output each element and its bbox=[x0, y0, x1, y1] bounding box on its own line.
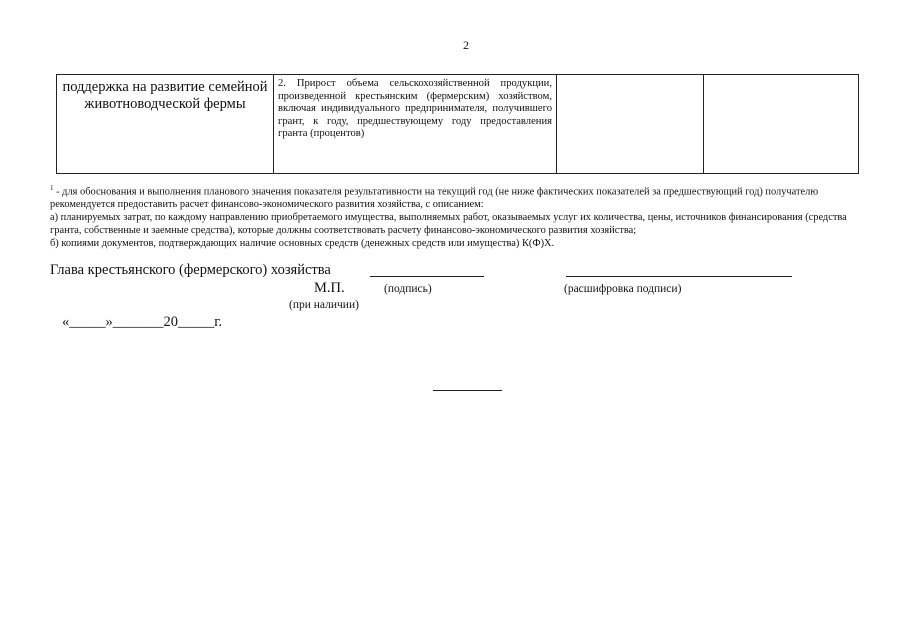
indicator-text: 2. Прирост объема сельскохозяйственной продукции, произведенной крестьянским (фермерским) хозяйством, включая индивидуального предпринимателя, получившего грант, к году, предшествующему году предоставления гранта (процентов) bbox=[278, 78, 552, 140]
head-label: Глава крестьянского (фермерского) хозяйства bbox=[50, 262, 331, 278]
signature-caption: (подпись) bbox=[384, 283, 432, 295]
support-type-text: поддержка на развитие семейной животноводческой фермы bbox=[62, 79, 268, 112]
table-cell-empty-1 bbox=[557, 75, 704, 174]
signature-line bbox=[370, 276, 484, 277]
decoding-line bbox=[566, 276, 792, 277]
table-cell-empty-2 bbox=[704, 75, 859, 174]
table-cell-indicator bbox=[274, 75, 557, 174]
decoding-caption: (расшифровка подписи) bbox=[564, 283, 682, 295]
stamp-label: М.П. bbox=[314, 280, 345, 296]
footnote-marker: 1 bbox=[50, 184, 54, 192]
indicator-table bbox=[56, 74, 859, 174]
footnote-line-2: а) планируемых затрат, по каждому направлению приобретаемого имущества, выполняемых работ, оказываемых услуг их количества, цены, источников финансирования (средства гранта, собственные и заемные средства), которые должны соответствовать расчету финансово-экономического развития хозяйства; bbox=[50, 212, 847, 237]
table-row bbox=[57, 75, 859, 174]
date-field: «_____»_______20_____г. bbox=[62, 314, 223, 330]
table-cell-support-type bbox=[57, 75, 274, 174]
stamp-note: (при наличии) bbox=[289, 299, 359, 311]
footnote bbox=[50, 182, 858, 250]
footnote-line-1: - для обоснования и выполнения планового значения показателя результативности на текущий год (не ниже фактических показателей за предшествующий год) получателю рекомендуется предоставить расчет финансово-экономического развития хозяйства, с описанием: bbox=[50, 186, 819, 211]
footnote-paragraph-1 bbox=[50, 182, 858, 211]
separator-line bbox=[433, 390, 502, 391]
page-number: 2 bbox=[463, 38, 469, 52]
footnote-line-3: б) копиями документов, подтверждающих наличие основных средств (денежных средств или имущества) К(Ф)Х. bbox=[50, 238, 555, 250]
